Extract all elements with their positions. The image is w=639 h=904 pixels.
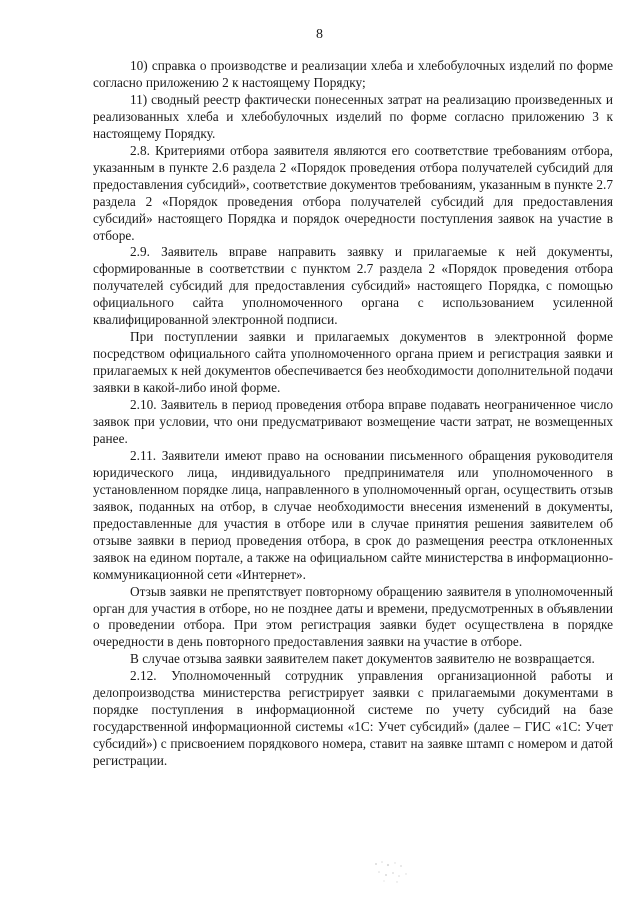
paragraph-2-8: 2.8. Критериями отбора заявителя являются его соответствие требованиям отбора, указанным в пункте 2.6 раздела 2 «Порядок проведения отбора получателей субсидий для предоставления субсидий», соответствие документов требованиям, указанным в пункте 2.7 раздела 2 «Порядок проведения отбора получателей субсидий для предоставления субсидий» настоящего Порядка и порядок очередности поступления заявок на участие в отборе.	[93, 142, 613, 243]
scan-smudge	[370, 856, 420, 886]
paragraph-2-12: 2.12. Уполномоченный сотрудник управления организационной работы и делопроизводства министерства регистрирует заявки с прилагаемыми документами в порядке поступления в информационной системе по учету субсидий на базе государственной информационной системы «1С: Учет субсидий» (далее – ГИС «1С: Учет субсидий») с присвоением порядкового номера, ставит на заявке штамп с номером и датой регистрации.	[93, 668, 613, 769]
paragraph-electronic-submission: При поступлении заявки и прилагаемых документов в электронной форме посредством официального сайта уполномоченного органа прием и регистрация заявки и прилагаемых к ней документов обеспечивается без необходимости дополнительной подачи заявки в какой-либо иной форме.	[93, 329, 613, 396]
document-body	[93, 58, 613, 770]
paragraph-2-9: 2.9. Заявитель вправе направить заявку и прилагаемые к ней документы, сформированные в соответствии с пунктом 2.7 раздела 2 «Порядок проведения отбора получателей субсидий для предоставления субсидий» настоящего Порядка, с помощью официального сайта уполномоченного органа с использованием усиленной квалифицированной электронной подписи.	[93, 244, 613, 328]
page-number: 8	[316, 27, 323, 42]
paragraph-documents-not-returned: В случае отзыва заявки заявителем пакет документов заявителю не возвращается.	[130, 651, 595, 667]
paragraph-2-10: 2.10. Заявитель в период проведения отбора вправе подавать неограниченное число заявок при условии, что они предусматривают возмещение части затрат, не возмещенных ранее.	[93, 397, 613, 446]
paragraph-withdrawal: Отзыв заявки не препятствует повторному обращению заявителя в уполномоченный орган для участия в отборе, но не позднее даты и времени, предусмотренных в объявлении о проведении отбора. При этом регистрация заявки будет осуществлена в порядке очередности в день повторного предоставления заявки на участие в отборе.	[93, 583, 613, 650]
paragraph-item-10: 10) справка о производстве и реализации хлеба и хлебобулочных изделий по форме согласно приложению 2 к настоящему Порядку;	[93, 58, 613, 90]
paragraph-item-11: 11) сводный реестр фактически понесенных затрат на реализацию произведенных и реализованных хлеба и хлебобулочных изделий по форме согласно приложению 3 к настоящему Порядку.	[93, 91, 613, 141]
paragraph-2-11: 2.11. Заявители имеют право на основании письменного обращения руководителя юридического лица, индивидуального предпринимателя или уполномоченного в установленном порядке лица, направленного в уполномоченный орган, осуществить отзыв заявок, поданных на отбор, в случае необходимости внесения изменений в документы, предоставленные для участия в отборе или в случае принятия решения заявителем об отзыве заявки в период проведения отбора, в срок до размещения реестра отклоненных заявок на едином портале, а также на официальном сайте министерства в информационно-коммуникационной сети «Интернет».	[93, 447, 613, 582]
